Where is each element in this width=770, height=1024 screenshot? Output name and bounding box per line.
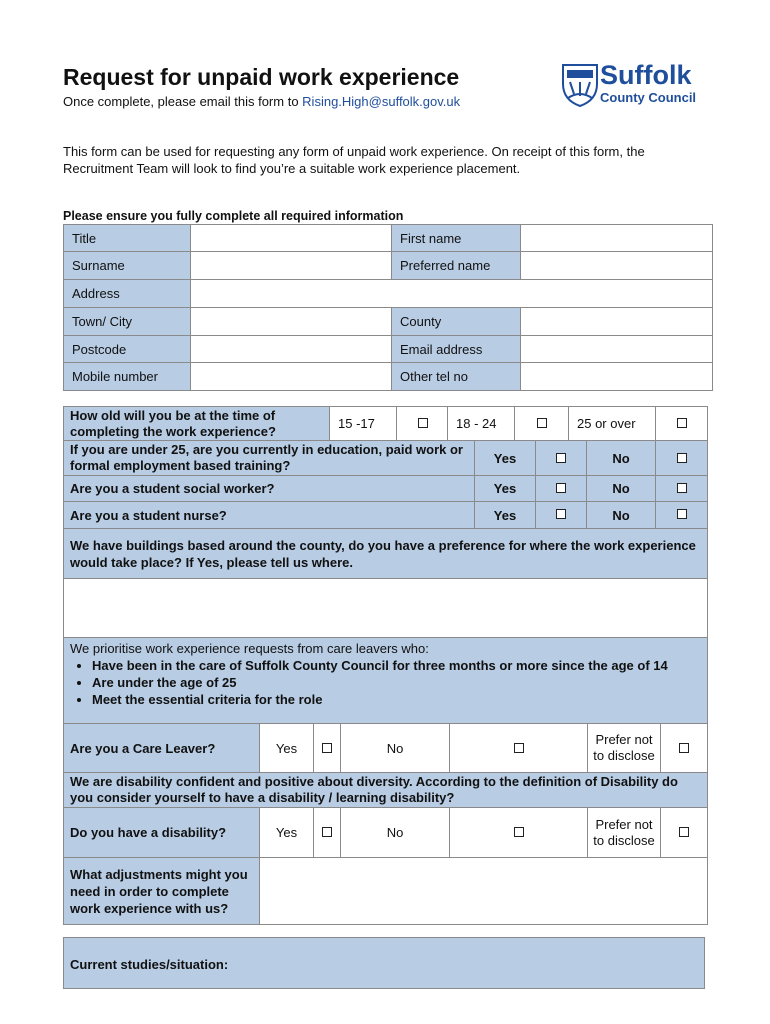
age-25-over-checkbox[interactable] [677,418,687,428]
care-yes-label: Yes [259,723,314,773]
under25-no-label: No [586,440,656,476]
under25-yes-checkbox[interactable] [556,453,566,463]
care-leaver-question [63,723,260,773]
preferred-name-field[interactable] [520,251,713,280]
county-label: County [391,307,521,336]
first-name-field[interactable] [520,224,713,252]
age-25-over-cell[interactable] [655,406,708,441]
care-no-label: No [340,723,450,773]
postcode-label: Postcode [63,335,191,363]
age-18-24-checkbox[interactable] [537,418,547,428]
email-field[interactable] [520,335,713,363]
town-field[interactable] [190,307,392,336]
under25-no-cell[interactable] [655,440,708,476]
location-field[interactable] [63,578,708,638]
surname-field[interactable] [190,251,392,280]
under25-yes-label: Yes [474,440,536,476]
social-worker-question: Are you a student social worker? [63,475,475,502]
address-field[interactable] [190,279,713,308]
disability-prefer-label: Prefer not to disclose [587,807,661,858]
postcode-field[interactable] [190,335,392,363]
disability-no-checkbox[interactable] [514,827,524,837]
care-criterion: • Are under the age of 25 [92,674,701,691]
care-leaver-info [63,637,708,724]
nurse-no-label: No [586,501,656,529]
disability-yes-cell[interactable] [313,807,341,858]
age-18-24-cell[interactable] [514,406,569,441]
ensure-heading: Please ensure you fully complete all required information [63,209,404,223]
preferred-name-label: Preferred name [391,251,521,280]
intro-text: This form can be used for requesting any form of unpaid work experience. On receipt of this form, the Recruitment Team will look to find you’re a suitable work experience placement. [63,144,645,176]
disability-yes-label: Yes [259,807,314,858]
title-label: Title [63,224,191,252]
social-yes-cell[interactable] [535,475,587,502]
mobile-field[interactable] [190,362,392,391]
county-field[interactable] [520,307,713,336]
disability-prefer-checkbox[interactable] [679,827,689,837]
social-yes-checkbox[interactable] [556,483,566,493]
page-title: Request for unpaid work experience [63,64,460,90]
disability-prefer-cell[interactable] [660,807,708,858]
social-no-checkbox[interactable] [677,483,687,493]
disability-no-label: No [340,807,450,858]
care-prefer-cell[interactable] [660,723,708,773]
age-opt-25-over: 25 or over [568,406,656,441]
care-prefer-checkbox[interactable] [679,743,689,753]
care-no-checkbox[interactable] [514,743,524,753]
care-no-cell[interactable] [449,723,588,773]
care-q-prefix: Are you a [70,740,130,756]
age-opt-18-24: 18 - 24 [447,406,515,441]
age-15-17-cell[interactable] [396,406,448,441]
email-link[interactable]: Rising.High@suffolk.gov.uk [302,94,461,109]
crest-icon [560,62,600,108]
social-no-cell[interactable] [655,475,708,502]
other-tel-field[interactable] [520,362,713,391]
care-intro: We prioritise work experience requests from care leavers who: [70,641,429,656]
care-criteria-list [70,657,701,708]
mobile-label: Mobile number [63,362,191,391]
logo-line1: Suffolk [600,60,692,90]
age-opt-15-17: 15 -17 [329,406,397,441]
under25-no-checkbox[interactable] [677,453,687,463]
logo-line2: County Council [600,90,697,105]
surname-label: Surname [63,251,191,280]
adjustments-question: What adjustments might you need in order to complete work experience with us? [63,857,260,925]
disability-question: Do you have a disability? [63,807,260,858]
care-yes-cell[interactable] [313,723,341,773]
disability-yes-checkbox[interactable] [322,827,332,837]
subtitle [63,94,460,109]
first-name-label: First name [391,224,521,252]
care-criterion: • Meet the essential criteria for the role [92,691,701,708]
nurse-yes-label: Yes [474,501,536,529]
social-no-label: No [586,475,656,502]
under25-question: If you are under 25, are you currently in education, paid work or formal employment based training? [63,440,475,476]
email-label: Email address [391,335,521,363]
nurse-yes-checkbox[interactable] [556,509,566,519]
social-yes-label: Yes [474,475,536,502]
title-field[interactable] [190,224,392,252]
nurse-yes-cell[interactable] [535,501,587,529]
care-yes-checkbox[interactable] [322,743,332,753]
disability-no-cell[interactable] [449,807,588,858]
nurse-no-cell[interactable] [655,501,708,529]
other-tel-label: Other tel no [391,362,521,391]
nurse-no-checkbox[interactable] [677,509,687,519]
age-15-17-checkbox[interactable] [418,418,428,428]
suffolk-logo [560,60,712,108]
town-label: Town/ City [63,307,191,336]
age-question: How old will you be at the time of completing the work experience? [63,406,330,441]
care-q-bold: Care Leaver? [132,740,216,756]
care-criterion: • Have been in the care of Suffolk County Council for three months or more since the age of 14 [92,657,701,674]
subtitle-prefix: Once complete, please email this form to [63,94,303,109]
under25-yes-cell[interactable] [535,440,587,476]
address-label: Address [63,279,191,308]
care-prefer-label: Prefer not to disclose [587,723,661,773]
disability-intro: We are disability confident and positive about diversity. According to the definition of Disability do you consider yourself to have a disability / learning disability? [63,772,708,808]
nurse-question: Are you a student nurse? [63,501,475,529]
adjustments-field[interactable] [259,857,708,925]
current-studies-field[interactable]: Current studies/situation: [63,937,705,989]
location-question: We have buildings based around the county, do you have a preference for where the work experience would take place? If Yes, please tell us where. [63,528,708,579]
